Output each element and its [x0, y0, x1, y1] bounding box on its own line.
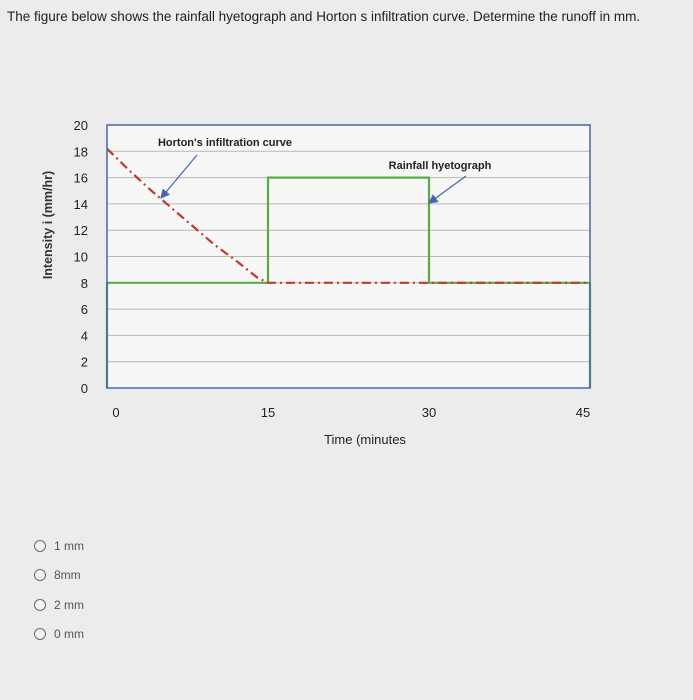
- option-1[interactable]: [34, 531, 84, 561]
- y-tick-label: 4: [80, 328, 88, 344]
- y-tick-label: 0: [80, 381, 88, 396]
- option-label: 8mm: [54, 568, 81, 583]
- x-tick-label: 45: [575, 405, 591, 420]
- option-4[interactable]: [34, 620, 84, 650]
- annotation-label: Rainfall hyetograph: [388, 160, 492, 172]
- option-2[interactable]: [34, 561, 84, 591]
- x-tick-label: 30: [421, 405, 437, 420]
- y-tick-label: 16: [73, 170, 88, 186]
- y-tick-label: 2: [80, 354, 88, 370]
- question-text: The figure below shows the rainfall hyetograph and Horton s infiltration curve. Determine the runoff in mm.: [7, 9, 641, 24]
- y-axis-label: Intensity i (mm/hr): [41, 170, 55, 280]
- radio-button[interactable]: [34, 628, 46, 640]
- option-label: 1 mm: [54, 538, 84, 553]
- y-tick-label: 8: [80, 275, 88, 291]
- option-label: 2 mm: [54, 597, 84, 612]
- x-tick-label: 15: [260, 405, 276, 420]
- y-tick-label: 6: [80, 302, 88, 318]
- y-tick-label: 18: [73, 144, 88, 160]
- annotation-label: Horton's infiltration curve: [157, 137, 293, 149]
- x-tick-label: 0: [112, 405, 120, 420]
- option-3[interactable]: [34, 590, 84, 620]
- y-tick-label: 14: [73, 196, 88, 212]
- radio-button[interactable]: [34, 569, 46, 581]
- x-axis-label: Time (minutes: [324, 432, 406, 447]
- answer-options: [34, 531, 84, 649]
- y-tick-label: 20: [73, 118, 88, 133]
- y-tick-label: 12: [73, 223, 88, 239]
- option-label: 0 mm: [54, 627, 84, 642]
- radio-button[interactable]: [34, 540, 46, 552]
- radio-button[interactable]: [34, 599, 46, 611]
- y-tick-label: 10: [73, 249, 88, 265]
